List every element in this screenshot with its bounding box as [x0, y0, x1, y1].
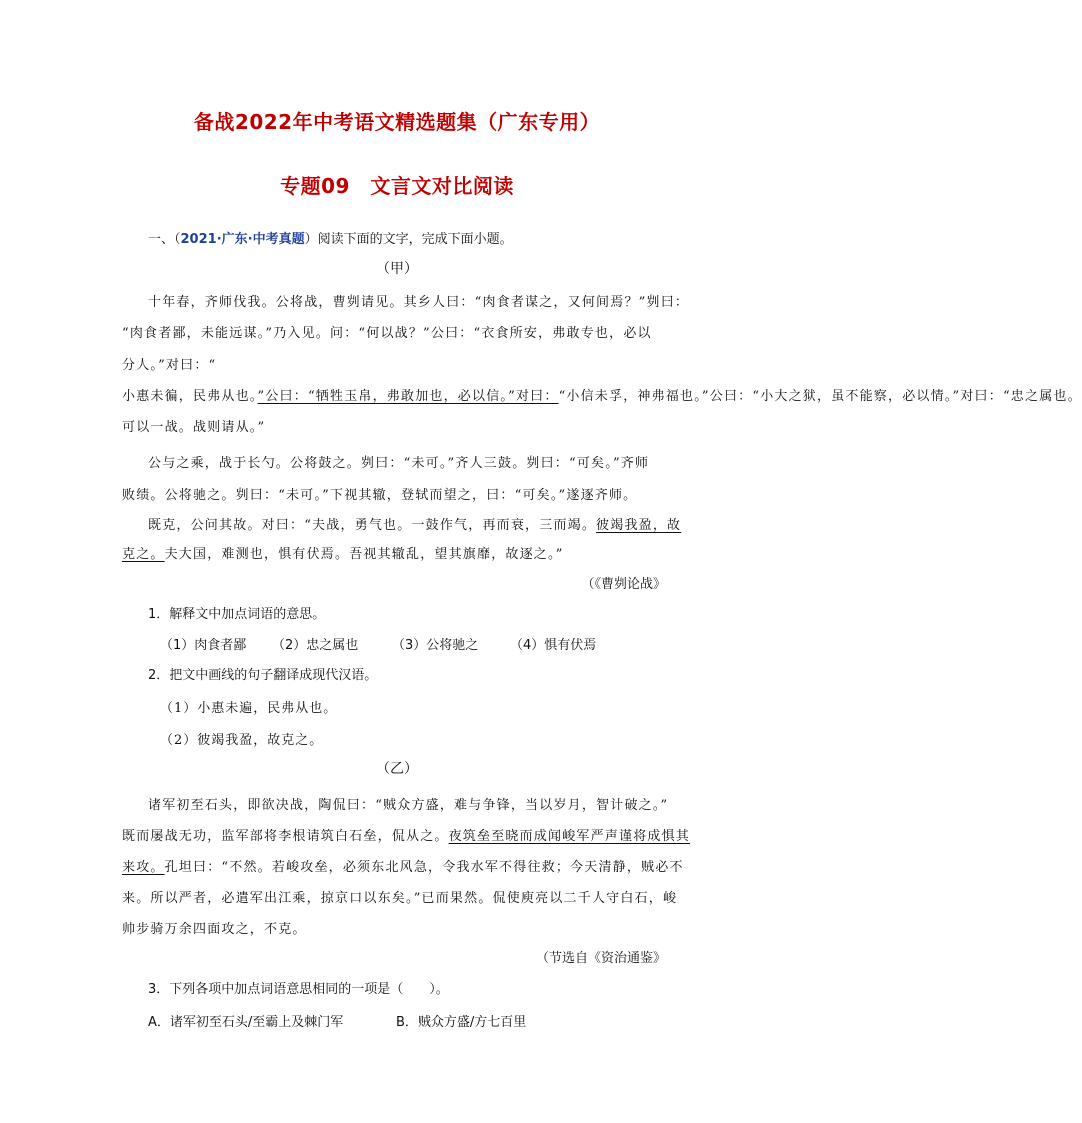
jia-line-1: 十年春，齐师伐我。公将战，曹刿请见。其乡人曰：“肉食者谋之，又何间焉？”刿曰：	[148, 295, 690, 310]
question-2: 2．把文中画线的句子翻译成现代汉语。	[148, 668, 378, 683]
document-title: 备战2022年中考语文精选题集（广东专用）	[193, 110, 601, 134]
jia-line-9	[122, 543, 564, 562]
yi-text: 既而屡战无功，监军部将李根请筑白石垒，侃从之。	[122, 829, 449, 844]
jia-line-2: “肉食者鄙，未能远谋。”乃入见。问：“何以战？”公曰：“衣食所安，弗敢专也，必以	[122, 326, 652, 341]
jia-line-6: 公与之乘，战于长勺。公将鼓之。刿曰：“未可。”齐人三鼓。刿曰：“可矣。”齐师	[148, 456, 650, 471]
passage-jia-label: （甲）	[376, 261, 418, 277]
jia-text: 分人。”对曰：“	[122, 358, 217, 373]
q2-item-1: （1）小惠未遍，民弗从也。	[160, 701, 338, 716]
jia-line-3	[122, 354, 216, 373]
underlined-sentence-1: ”公曰：“牺牲玉帛，弗敢加也，必以信。”对曰：	[257, 389, 559, 404]
q3-option-b: B．贼众方盛/方七百里	[396, 1015, 527, 1030]
underlined-sentence-2a: 彼竭我盈，故	[596, 518, 682, 533]
jia-source: （《曹刿论战》	[581, 577, 666, 592]
question-3: 3．下列各项中加点词语意思相同的一项是（ ）。	[148, 982, 449, 997]
jia-text: 小惠未徧，民弗从也。	[122, 389, 258, 404]
passage-yi-label: （乙）	[376, 761, 418, 777]
question-source: 2021·广东·中考真题	[180, 232, 305, 247]
jia-line-5: 可以一战。战则请从。”	[122, 420, 266, 435]
q1-item-3: （3）公将驰之	[392, 638, 479, 653]
jia-line-4	[122, 385, 1082, 404]
yi-line-1: 诸军初至石头，即欲决战，陶侃曰：“贼众方盛，难与争锋，当以岁月，智计破之。”	[148, 798, 669, 813]
yi-text: 孔坦曰：“不然。若峻攻垒，必须东北风急，令我水军不得往救；今天清静，贼必不	[164, 860, 684, 875]
question-1: 1．解释文中加点词语的意思。	[148, 607, 326, 622]
question-header	[148, 228, 513, 247]
q2-item-2: （2）彼竭我盈，故克之。	[160, 733, 324, 748]
q3-option-a: A．诸军初至石头/至霸上及棘门军	[148, 1015, 344, 1030]
jia-line-7: 败绩。公将驰之。刿曰：“未可。”下视其辙，登轼而望之，曰：“可矣。”遂逐齐师。	[122, 488, 638, 503]
jia-text: 既克，公问其故。对曰：“夫战，勇气也。一鼓作气，再而衰，三而竭。	[148, 518, 597, 533]
q1-item-1: （1）肉食者鄙	[160, 638, 247, 653]
yi-line-3	[122, 856, 684, 875]
question-prefix: 一、（	[148, 232, 181, 247]
yi-line-4: 来。所以严者，必遣军出江乘，掠京口以东矣。”已而果然。侃使庾亮以二千人守白石，峻	[122, 891, 678, 906]
topic-title: 专题09 文言文对比阅读	[280, 174, 514, 198]
question-instruction: ）阅读下面的文字，完成下面小题。	[304, 232, 513, 247]
yi-line-5: 帅步骑万余四面攻之，不克。	[122, 922, 307, 937]
yi-line-2	[122, 825, 690, 844]
q1-item-4: （4）惧有伏焉	[510, 638, 597, 653]
jia-line-8	[148, 514, 681, 533]
underlined-sentence-3a: 夜筑垒至晓而成闻峻军严声谨将成惧其	[448, 829, 691, 844]
q1-item-2: （2）忠之属也	[272, 638, 359, 653]
yi-source: （节选自《资治通鉴》	[535, 951, 666, 966]
jia-text: 夫大国，难测也，惧有伏焉。吾视其辙乱，望其旗靡，故逐之。”	[164, 547, 564, 562]
underlined-sentence-2b: 克之。	[122, 547, 165, 562]
jia-text: “小信未孚，神弗福也。”公曰：“小大之狱，虽不能察，必以情。”对曰：“忠之属也。	[558, 389, 1082, 404]
underlined-sentence-3b: 来攻。	[122, 860, 165, 875]
